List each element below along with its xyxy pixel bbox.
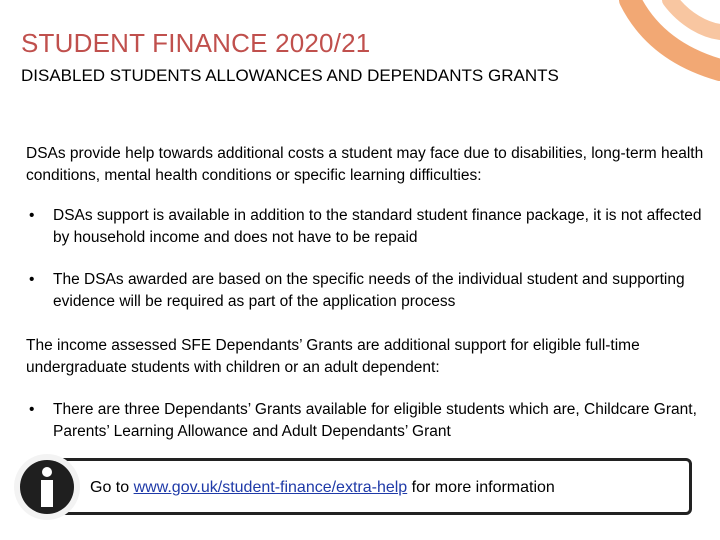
bullet-marker: •: [29, 401, 35, 418]
extra-help-link[interactable]: www.gov.uk/student-finance/extra-help: [133, 479, 408, 496]
info-text: [90, 478, 555, 498]
corner-decoration: [610, 0, 720, 120]
info-prefix: Go to: [90, 479, 134, 496]
bullet-marker: •: [29, 271, 35, 288]
page-title: STUDENT FINANCE 2020/21: [21, 28, 371, 58]
info-icon: [14, 454, 80, 520]
dependants-intro-paragraph: The income assessed SFE Dependants’ Grants are additional support for eligible full-time undergraduate students with children or an adult dependent:: [26, 337, 640, 376]
info-suffix: for more information: [407, 479, 555, 496]
bullet-text: The DSAs awarded are based on the specific needs of the individual student and supporting evidence will be required as part of the application process: [53, 271, 685, 310]
bullet-marker: •: [29, 207, 35, 224]
bullet-text: DSAs support is available in addition to the standard student finance package, it is not affected by household income and does not have to be repaid: [53, 207, 702, 246]
page-subtitle: DISABLED STUDENTS ALLOWANCES AND DEPENDANTS GRANTS: [21, 66, 559, 85]
bullet-text: There are three Dependants’ Grants available for eligible students which are, Childcare Grant, Parents’ Learning Allowance and Adult Dependants’ Grant: [53, 401, 697, 440]
dsa-intro-paragraph: DSAs provide help towards additional costs a student may face due to disabilities, long-term health conditions, mental health conditions or specific learning difficulties:: [26, 145, 704, 184]
info-i-glyph: [35, 467, 59, 507]
